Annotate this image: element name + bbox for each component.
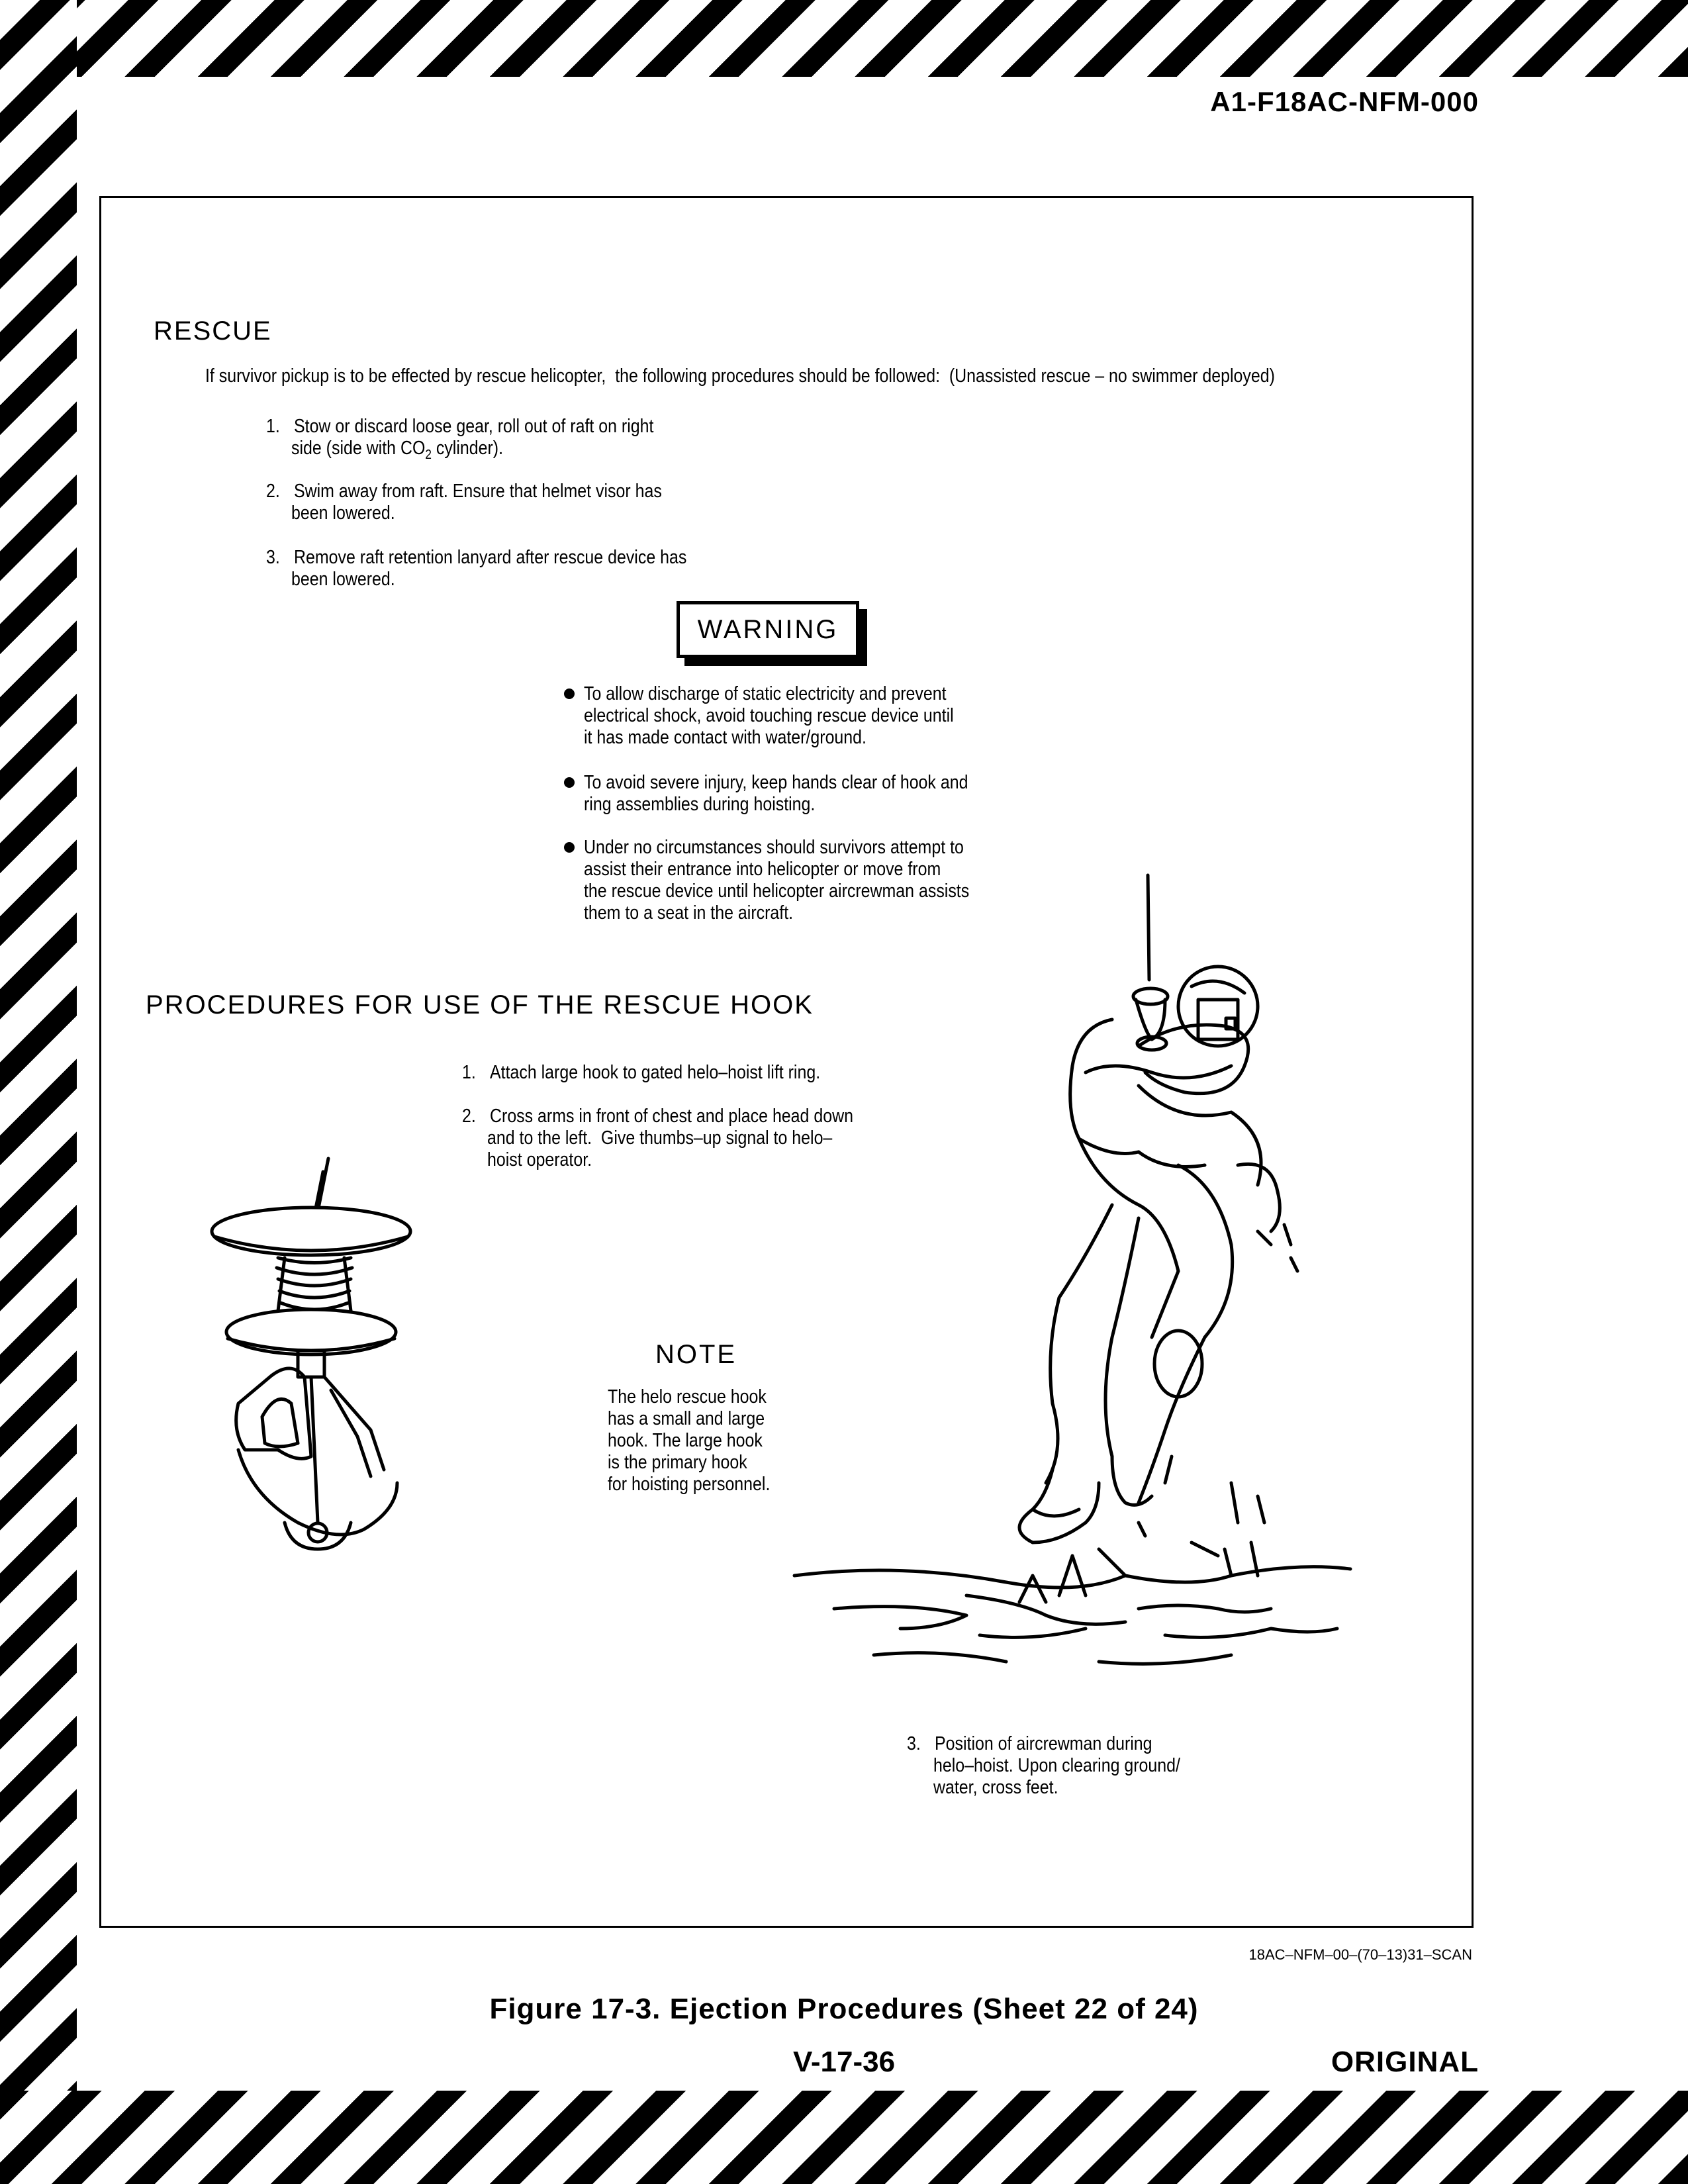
note-line: The helo rescue hook	[608, 1386, 767, 1407]
note-label: NOTE	[655, 1340, 737, 1369]
rescue-intro: If survivor pickup is to be effected by rescue helicopter, the following procedures should be followed: (Unassisted rescue – no swimmer deployed)	[205, 365, 1275, 387]
figure-caption: Figure 17-3. Ejection Procedures (Sheet 22 of 24)	[489, 1993, 1199, 2025]
rescue-hook-illustration	[199, 1152, 424, 1609]
bullet-icon	[564, 777, 575, 788]
step-number: 2.	[462, 1106, 476, 1127]
step-text: helo–hoist. Upon clearing ground/	[933, 1755, 1180, 1776]
hazard-stripe-left	[0, 0, 77, 2184]
step-text: Swim away from raft. Ensure that helmet visor has	[294, 481, 662, 502]
step-text: Remove raft retention lanyard after rescue device has	[294, 547, 687, 568]
step-text: water, cross feet.	[933, 1777, 1058, 1798]
hazard-stripe-bottom	[0, 2091, 1688, 2184]
step-text: Attach large hook to gated helo–hoist lift ring.	[490, 1062, 821, 1083]
document-id: A1-F18AC-NFM-000	[1210, 86, 1479, 117]
note-line: hook. The large hook	[608, 1430, 763, 1451]
warning-label: WARNING	[677, 601, 859, 658]
note-line: has a small and large	[608, 1408, 765, 1429]
step-text: hoist operator.	[487, 1149, 592, 1170]
step-number: 2.	[266, 481, 280, 502]
warning-text: ring assemblies during hoisting.	[584, 794, 816, 815]
note-line: is the primary hook	[608, 1452, 747, 1473]
warning-text: assist their entrance into helicopter or move from	[584, 859, 941, 880]
hook-section-heading: PROCEDURES FOR USE OF THE RESCUE HOOK	[146, 990, 814, 1020]
warning-text: Under no circumstances should survivors attempt to	[584, 837, 964, 858]
step-text: Stow or discard loose gear, roll out of raft on right	[294, 416, 654, 437]
rescue-heading: RESCUE	[154, 316, 272, 346]
step-text: and to the left. Give thumbs–up signal to helo–	[487, 1127, 833, 1149]
step-text: Position of aircrewman during	[935, 1733, 1152, 1754]
figure-reference-code: 18AC–NFM–00–(70–13)31–SCAN	[1248, 1946, 1472, 1963]
hazard-stripe-top	[0, 0, 1688, 77]
step-number: 3.	[907, 1733, 921, 1754]
step-text-line2: been lowered.	[291, 569, 395, 590]
revision-status: ORIGINAL	[1331, 2046, 1479, 2078]
aircrewman-hoist-illustration	[768, 874, 1364, 1675]
step-text-line2: been lowered.	[291, 502, 395, 524]
step-text-line2: side (side with $CO_2$ cylinder).	[291, 438, 504, 462]
warning-text: To avoid severe injury, keep hands clear of hook and	[584, 772, 968, 793]
step-number: 1.	[462, 1062, 476, 1083]
bullet-icon	[564, 688, 575, 699]
note-line: for hoisting personnel.	[608, 1474, 771, 1495]
step-number: 3.	[266, 547, 280, 568]
page-number: V-17-36	[792, 2046, 896, 2078]
warning-text: it has made contact with water/ground.	[584, 727, 867, 748]
warning-text: electrical shock, avoid touching rescue device until	[584, 705, 954, 726]
bullet-icon	[564, 842, 575, 853]
step-number: 1.	[266, 416, 280, 437]
step-text: Cross arms in front of chest and place head down	[490, 1106, 853, 1127]
warning-text: To allow discharge of static electricity and prevent	[584, 683, 947, 704]
warning-text: them to a seat in the aircraft.	[584, 902, 794, 924]
warning-text: the rescue device until helicopter aircrewman assists	[584, 880, 970, 902]
